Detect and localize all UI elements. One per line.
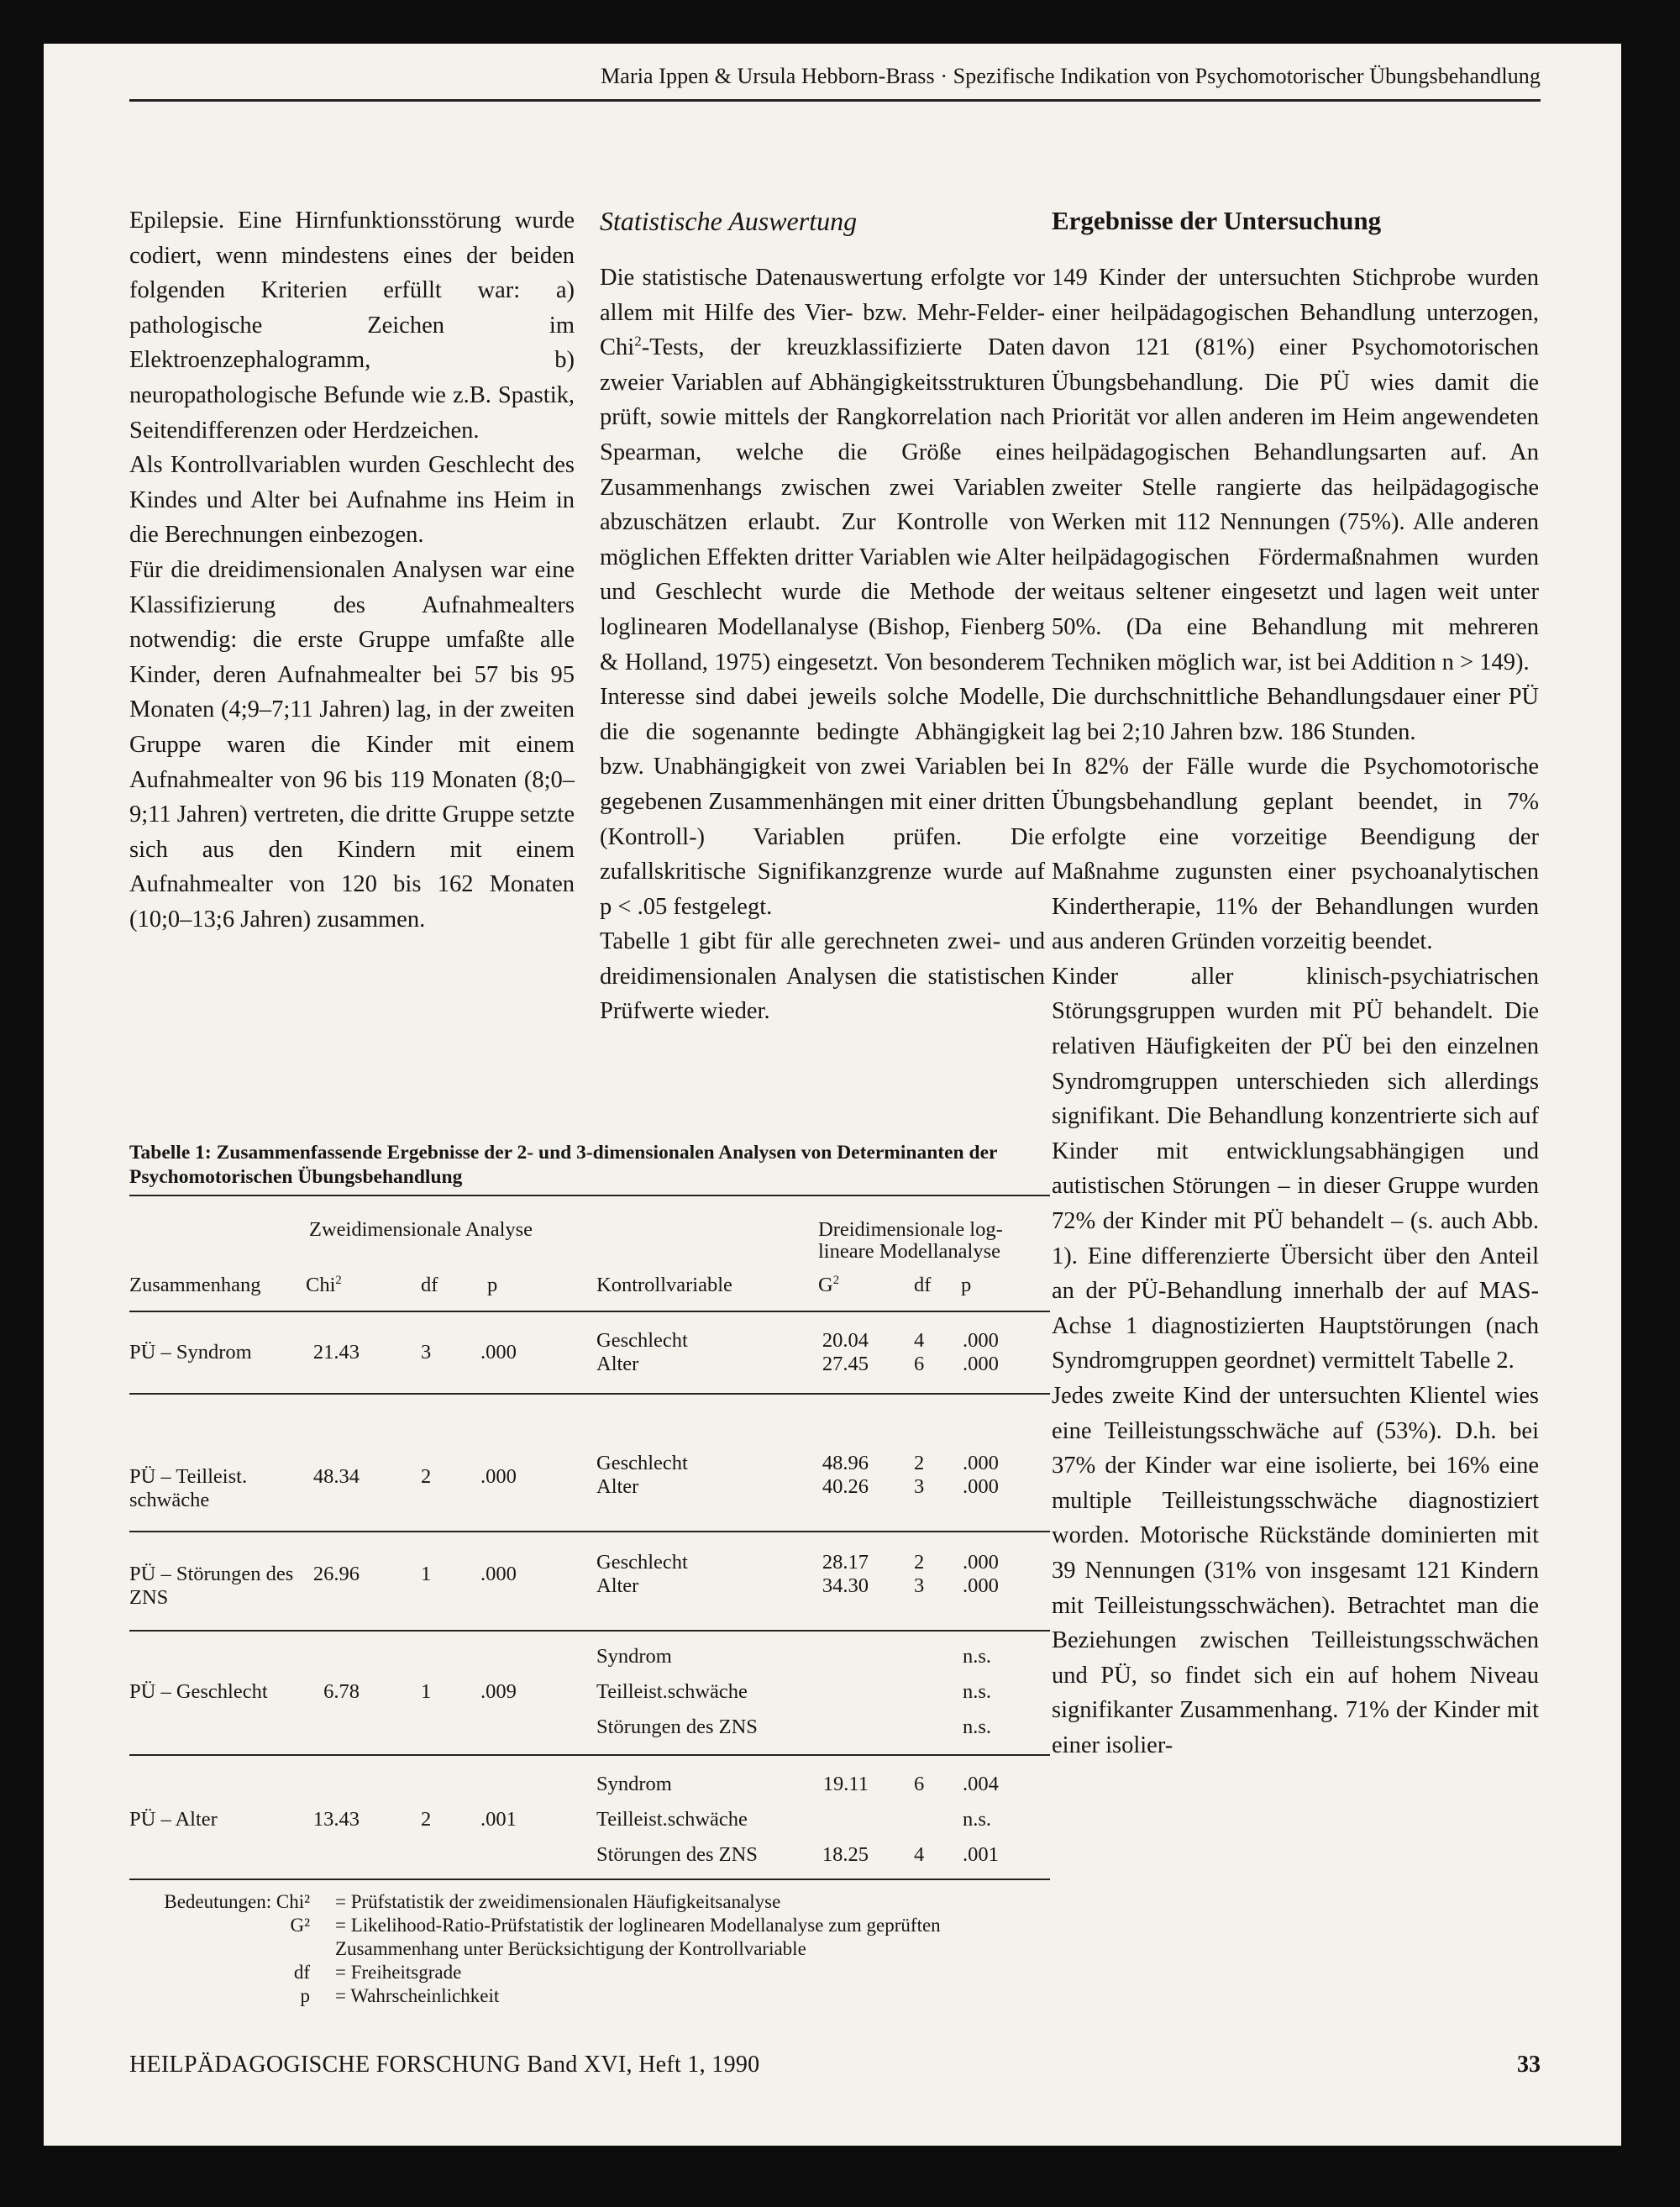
table-cell-zusammenhang: PÜ – Syndrom bbox=[129, 1341, 252, 1364]
table-cell-zusammenhang: PÜ – Alter bbox=[129, 1808, 218, 1831]
table-cell-df: 1 bbox=[421, 1563, 432, 1585]
paragraph: In 82% der Fälle wurde die Psychomotorische Übungsbehandlung geplant beendet, in 7% erfolgte eine vorzeitige Beendigung der Maßnahme zugunsten einer psychoanalytischen Kindertherapie, 11% der Behandlungen wurden aus anderen Gründen vorzeitig beendet. bbox=[1052, 754, 1539, 955]
table-cell-df: 1 bbox=[421, 1680, 432, 1703]
legend-key: df bbox=[293, 1962, 310, 1983]
table-cell-df: 2 bbox=[914, 1452, 925, 1474]
legend-key: p bbox=[300, 1985, 310, 2006]
table-cell-g: 18.25 bbox=[822, 1843, 869, 1866]
legend-text: = Freiheitsgrade bbox=[335, 1962, 462, 1983]
table-cell-g: 34.30 bbox=[822, 1574, 869, 1597]
table-cell-df: 2 bbox=[914, 1551, 925, 1574]
column-header bbox=[306, 1274, 342, 1297]
table-cell-g: 40.26 bbox=[822, 1475, 869, 1498]
table-cell-kontroll: Alter bbox=[596, 1475, 639, 1498]
header-text: Chi bbox=[306, 1274, 336, 1296]
superscript: 2 bbox=[634, 333, 642, 349]
table-cell-chi: 21.43 bbox=[312, 1341, 360, 1364]
superscript: 2 bbox=[832, 1273, 840, 1287]
table-cell-p: .000 bbox=[963, 1452, 999, 1474]
legend-key: Bedeutungen: Chi² bbox=[164, 1891, 310, 1912]
table-cell-g: 19.11 bbox=[822, 1773, 869, 1795]
table-cell-df: 6 bbox=[914, 1773, 925, 1795]
superscript: 2 bbox=[335, 1273, 342, 1287]
paragraph bbox=[600, 260, 1045, 924]
table-cell-p: .000 bbox=[480, 1563, 517, 1585]
table-cell-p: n.s. bbox=[963, 1680, 992, 1703]
page-number: 33 bbox=[1517, 2052, 1541, 2078]
paragraph: Tabelle 1 gibt für alle gerechneten zwei- und dreidimensionalen Analysen die statistischen Prüfwerte wieder. bbox=[600, 928, 1045, 1025]
table-cell-p: .000 bbox=[963, 1329, 999, 1352]
table-cell-chi: 6.78 bbox=[323, 1680, 360, 1703]
table-bottom-rule bbox=[129, 1879, 1050, 1880]
table-cell-chi: 26.96 bbox=[312, 1563, 360, 1585]
legend-key: G² bbox=[290, 1915, 310, 1936]
column-2 bbox=[600, 203, 1045, 1029]
table-cell-p: .000 bbox=[480, 1341, 517, 1364]
table-cell-p: .000 bbox=[963, 1475, 999, 1498]
table-cell-g: 28.17 bbox=[822, 1551, 869, 1574]
table-cell-df: 4 bbox=[914, 1843, 925, 1866]
table-cell-kontroll: Alter bbox=[596, 1353, 639, 1375]
table-cell-df: 4 bbox=[914, 1329, 925, 1352]
text-run: Die statistische Datenauswertung erfolgte vor allem mit Hilfe des Vier- bzw. Mehr-Felder-Chi bbox=[600, 265, 1045, 361]
table-block-rule bbox=[129, 1393, 1050, 1395]
header-text: G bbox=[818, 1274, 833, 1296]
column-header: Kontrollvariable bbox=[596, 1274, 732, 1296]
table-cell-zusammenhang: PÜ – Störungen des ZNS bbox=[129, 1563, 294, 1609]
table-cell-zusammenhang: PÜ – Geschlecht bbox=[129, 1680, 268, 1703]
table-cell-kontroll: Geschlecht bbox=[596, 1452, 688, 1474]
table-cell-zusammenhang: PÜ – Teilleist. schwäche bbox=[129, 1465, 248, 1511]
journal-footer: HEILPÄDAGOGISCHE FORSCHUNG Band XVI, Heft 1, 1990 bbox=[129, 2052, 760, 2078]
table-cell-df: 3 bbox=[914, 1574, 925, 1597]
column-header: df bbox=[421, 1274, 438, 1296]
table-cell-p: n.s. bbox=[963, 1716, 992, 1738]
column-header: Zusammenhang bbox=[129, 1274, 261, 1296]
table-group-header: lineare Modellanalyse bbox=[818, 1240, 1001, 1263]
table-cell-kontroll: Teilleist.schwäche bbox=[596, 1680, 748, 1703]
paragraph: Für die dreidimensionalen Analysen war eine Klassifizierung des Aufnahmealters notwendig: die erste Gruppe umfaßte alle Kinder, deren Aufnahmealter bei 57 bis 95 Monaten (4;9–7;11 Jahren) lag, in der zweiten Gruppe waren die Kinder mit einem Aufnahmealter von 96 bis 119 Monaten (8;0– 9;11 Jahren) vertreten, die dritte Gruppe setzte sich aus den Kindern mit einem Aufnahmealter von 120 bis 162 Monaten (10;0–13;6 Jahren) zusammen. bbox=[129, 556, 575, 933]
table-header-rule bbox=[129, 1311, 1050, 1312]
table-cell-p: .000 bbox=[963, 1574, 999, 1597]
legend-text: = Likelihood-Ratio-Prüfstatistik der loglinearen Modellanalyse zum geprüften Zusammenhang unter Berücksichtigung der Kontrollvariable bbox=[335, 1915, 941, 1959]
table-cell-kontroll: Störungen des ZNS bbox=[596, 1843, 758, 1866]
column-header bbox=[818, 1274, 839, 1297]
column-header: p bbox=[487, 1274, 498, 1296]
paragraph: 149 Kinder der untersuchten Stichprobe wurden einer heilpädagogischen Behandlung unterzogen, davon 121 (81%) einer Psychomotorischen Übungsbehandlung. Die PÜ wies damit die Priorität vor allen anderen im Heim angewendeten heilpädagogischen Behandlungsarten auf. An zweiter Stelle rangierte das heilpädagogische Werken mit 112 Nennungen (75%). Alle anderen heilpädagogischen Fördermaßnahmen wurden weitaus seltener eingesetzt und lagen weit unter 50%. (Da eine Behandlung mit mehreren Techniken möglich war, ist bei Addition n > 149). bbox=[1052, 265, 1539, 675]
column-3 bbox=[1052, 203, 1539, 1763]
table-cell-kontroll: Syndrom bbox=[596, 1645, 672, 1668]
section-heading-ergebnisse: Ergebnisse der Untersuchung bbox=[1052, 206, 1382, 235]
table-cell-kontroll: Teilleist.schwäche bbox=[596, 1808, 748, 1831]
table-cell-kontroll: Störungen des ZNS bbox=[596, 1716, 758, 1738]
table-cell-df: 2 bbox=[421, 1465, 432, 1488]
table-top-rule bbox=[129, 1195, 1050, 1196]
table-block-rule bbox=[129, 1630, 1050, 1632]
table-cell-g: 48.96 bbox=[822, 1452, 869, 1474]
paragraph: Als Kontrollvariablen wurden Geschlecht des Kindes und Alter bei Aufnahme ins Heim in die Berechnungen einbezogen. bbox=[129, 452, 575, 549]
table-cell-df: 2 bbox=[421, 1808, 432, 1831]
table-block-rule bbox=[129, 1754, 1050, 1756]
table-cell-g: 27.45 bbox=[822, 1353, 869, 1375]
table-block-rule bbox=[129, 1531, 1050, 1532]
paragraph: Kinder aller klinisch-psychiatrischen Störungsgruppen wurden mit PÜ behandelt. Die relativen Häufigkeiten der PÜ bei den einzelnen Syndromgruppen unterschieden sich allerdings signifikant. Die Behandlung konzentrierte sich auf Kinder mit entwicklungsabhängigen und autistischen Störungen – in dieser Gruppe wurden 72% der Kinder mit PÜ behandelt – (s. auch Abb. 1). Eine differenzierte Übersicht über den Anteil an der PÜ-Behandlung innerhalb der auf MAS-Achse 1 diagnostizierten Hauptstörungen (nach Syndromgruppen geordnet) vermittelt Tabelle 2. bbox=[1052, 963, 1539, 1374]
column-header: p bbox=[961, 1274, 972, 1296]
paragraph: Epilepsie. Eine Hirnfunktionsstörung wurde codiert, wenn mindestens eines der beiden folgenden Kriterien erfüllt war: a) pathologische Zeichen im Elektroenzephalogramm, b) neuropathologische Befunde wie z.B. Spastik, Seitendifferenzen oder Herdzeichen. bbox=[129, 208, 575, 444]
section-heading-statistik: Statistische Auswertung bbox=[600, 206, 858, 236]
table-cell-kontroll: Geschlecht bbox=[596, 1551, 688, 1574]
paragraph: Jedes zweite Kind der untersuchten Klientel wies eine Teilleistungsschwäche auf (53%). D.h. bei 37% der Kinder war eine isolierte, bei 16% eine multiple Teilleistungsschwäche diagnostiziert worden. Motorische Rückstände dominierten mit 39 Nennungen (31% von insgesamt 121 Kindern mit Teilleistungsschwächen). Betrachtet man die Beziehungen zwischen Teilleistungsschwächen und PÜ, so findet sich ein auf hohem Niveau signifikanter Zusammenhang. 71% der Kinder mit einer isolier- bbox=[1052, 1383, 1539, 1758]
header-rule bbox=[129, 99, 1541, 102]
paragraph: Die durchschnittliche Behandlungsdauer einer PÜ lag bei 2;10 Jahren bzw. 186 Stunden. bbox=[1052, 684, 1539, 745]
table-cell-p: .009 bbox=[480, 1680, 517, 1703]
column-header: df bbox=[914, 1274, 932, 1296]
table-cell-p: .004 bbox=[963, 1773, 999, 1795]
legend-text: = Wahrscheinlichkeit bbox=[335, 1985, 500, 2006]
table-group-header: Dreidimensionale log- bbox=[818, 1218, 1003, 1241]
table-cell-p: .000 bbox=[480, 1465, 517, 1488]
table-cell-p: .001 bbox=[963, 1843, 999, 1866]
text-run: -Tests, der kreuzklassifizierte Daten zweier Variablen auf Abhängigkeitsstrukturen prüft, sowie mittels der Rangkorrelation nach Spearman, welche die Größe eines Zusammenhangs zwischen zwei Variablen abzuschätzen erlaubt. Zur Kontrolle von möglichen Effekten dritter Variablen wie Alter und Geschlecht wurde die Methode der loglinearen Modellanalyse (Bishop, Fienberg & Holland, 1975) eingesetzt. Von besonderem Interesse sind dabei jeweils solche Modelle, die die sogenannte bedingte Abhängigkeit bzw. Unabhängigkeit von zwei Variablen bei gegebenen Zusammenhängen mit einer dritten (Kontroll-) Variablen prüfen. Die zufallskritische Signifikanzgrenze wurde auf p < .05 festgelegt. bbox=[600, 334, 1045, 920]
journal-page bbox=[44, 44, 1621, 2146]
table-cell-kontroll: Geschlecht bbox=[596, 1329, 688, 1352]
table-cell-p: .001 bbox=[480, 1808, 517, 1831]
table-cell-chi: 13.43 bbox=[312, 1808, 360, 1831]
table-cell-df: 3 bbox=[914, 1475, 925, 1498]
table-cell-df: 3 bbox=[421, 1341, 432, 1364]
table-cell-kontroll: Syndrom bbox=[596, 1773, 672, 1795]
table-cell-p: n.s. bbox=[963, 1808, 992, 1831]
table-group-header: Zweidimensionale Analyse bbox=[309, 1218, 533, 1241]
running-head: Maria Ippen & Ursula Hebborn-Brass · Spezifische Indikation von Psychomotorischer Übungsbehandlung bbox=[601, 64, 1541, 88]
table-cell-p: n.s. bbox=[963, 1645, 992, 1668]
column-1 bbox=[129, 203, 575, 937]
table-cell-df: 6 bbox=[914, 1353, 925, 1375]
table-cell-g: 20.04 bbox=[822, 1329, 869, 1352]
table-cell-chi: 48.34 bbox=[312, 1465, 360, 1488]
table-cell-kontroll: Alter bbox=[596, 1574, 639, 1597]
legend-text: = Prüfstatistik der zweidimensionalen Häufigkeitsanalyse bbox=[335, 1891, 781, 1912]
table-caption: Tabelle 1: Zusammenfassende Ergebnisse der 2- und 3-dimensionalen Analysen von Determinanten der Psychomotorischen Übungsbehandlung bbox=[129, 1142, 998, 1188]
table-cell-p: .000 bbox=[963, 1353, 999, 1375]
table-cell-p: .000 bbox=[963, 1551, 999, 1574]
